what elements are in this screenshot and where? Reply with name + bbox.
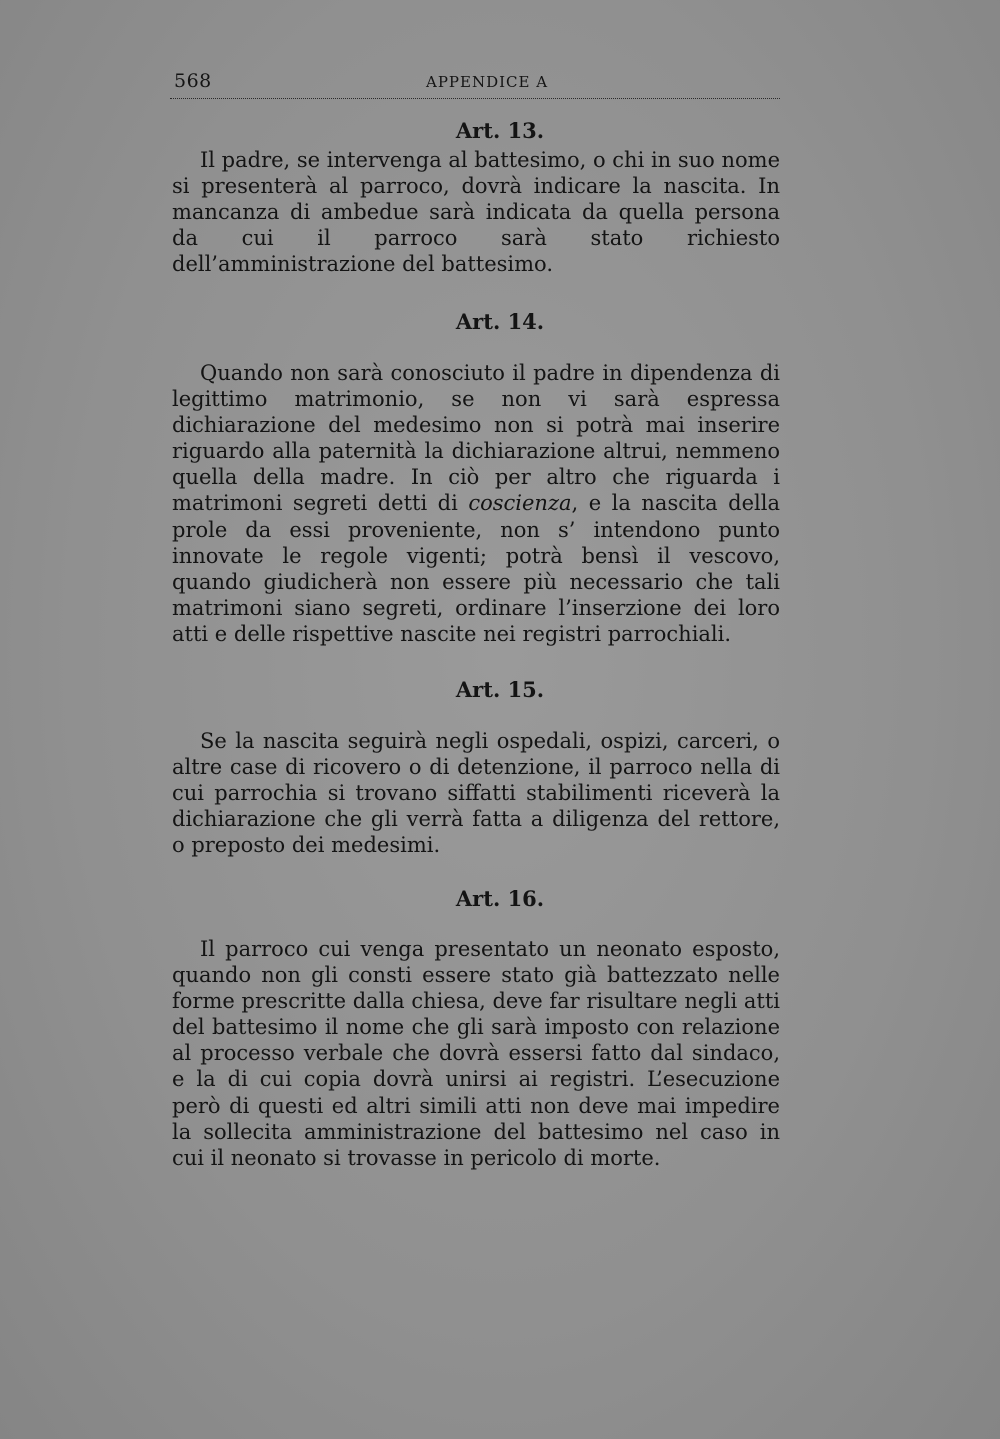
- article-13-body: Il padre, se intervenga al battesimo, o chi in suo nome si presenterà al parroco, dovrà indicare la nascita. In mancanza di ambedue sarà indicata da quella persona da cui il parroco sarà stato richiesto dell’amministrazione del battesimo.: [172, 148, 781, 277]
- article-14-text: [172, 360, 780, 647]
- article-16-text: [172, 936, 780, 1171]
- page-header: [170, 70, 780, 100]
- page-number: 568: [174, 70, 212, 92]
- article-14-body-end: , e la nascita della prole da essi proveniente, non s’ intendono punto innovate le regole vigenti; potrà bensì il vescovo, quando giudicherà non essere più necessario che tali matrimoni siano segreti, ordinare l’inserzione dei loro atti e delle rispettive nascite nei registri parrochiali.: [172, 491, 780, 646]
- article-15-title: Art. 15.: [455, 677, 545, 702]
- running-head: APPENDICE A: [426, 73, 549, 91]
- article-14-italic-term: coscienza: [468, 491, 572, 516]
- article-15-body: Se la nascita seguirà negli ospedali, ospizi, carceri, o altre case di ricovero o di detenzione, il parroco nella di cui parrochia si trovano siffatti stabilimenti riceverà la dichiarazione che gli verrà fatta a diligenza del rettore, o preposto dei medesimi.: [172, 729, 780, 858]
- article-16-body: Il parroco cui venga presentato un neonato esposto, quando non gli consti essere stato già battezzato nelle forme prescritte dalla chiesa, deve far risultare negli atti del battesimo il nome che gli sarà imposto con relazione al processo verbale che dovrà essersi fatto dal sindaco, e la di cui copia dovrà unirsi ai registri. L’esecuzione però di questi ed altri simili atti non deve mai impedire la sollecita amministrazione del battesimo nel caso in cui il neonato si trovasse in pericolo di morte.: [172, 937, 780, 1170]
- article-14-body-start: Quando non sarà conosciuto il padre in dipendenza di legittimo matrimonio, se non vi sarà espressa dichiarazione del medesimo non si potrà mai inserire riguardo alla paternità la dichiarazione altrui, nemmeno quella della madre. In ciò per altro che riguarda i matrimoni segreti detti di: [172, 361, 780, 516]
- article-14-title: Art. 14.: [455, 309, 545, 334]
- article-15-text: [172, 728, 780, 858]
- header-rule: [170, 98, 780, 99]
- article-13-text: [172, 147, 780, 277]
- article-13-title: Art. 13.: [455, 118, 545, 143]
- article-16-title: Art. 16.: [455, 886, 545, 911]
